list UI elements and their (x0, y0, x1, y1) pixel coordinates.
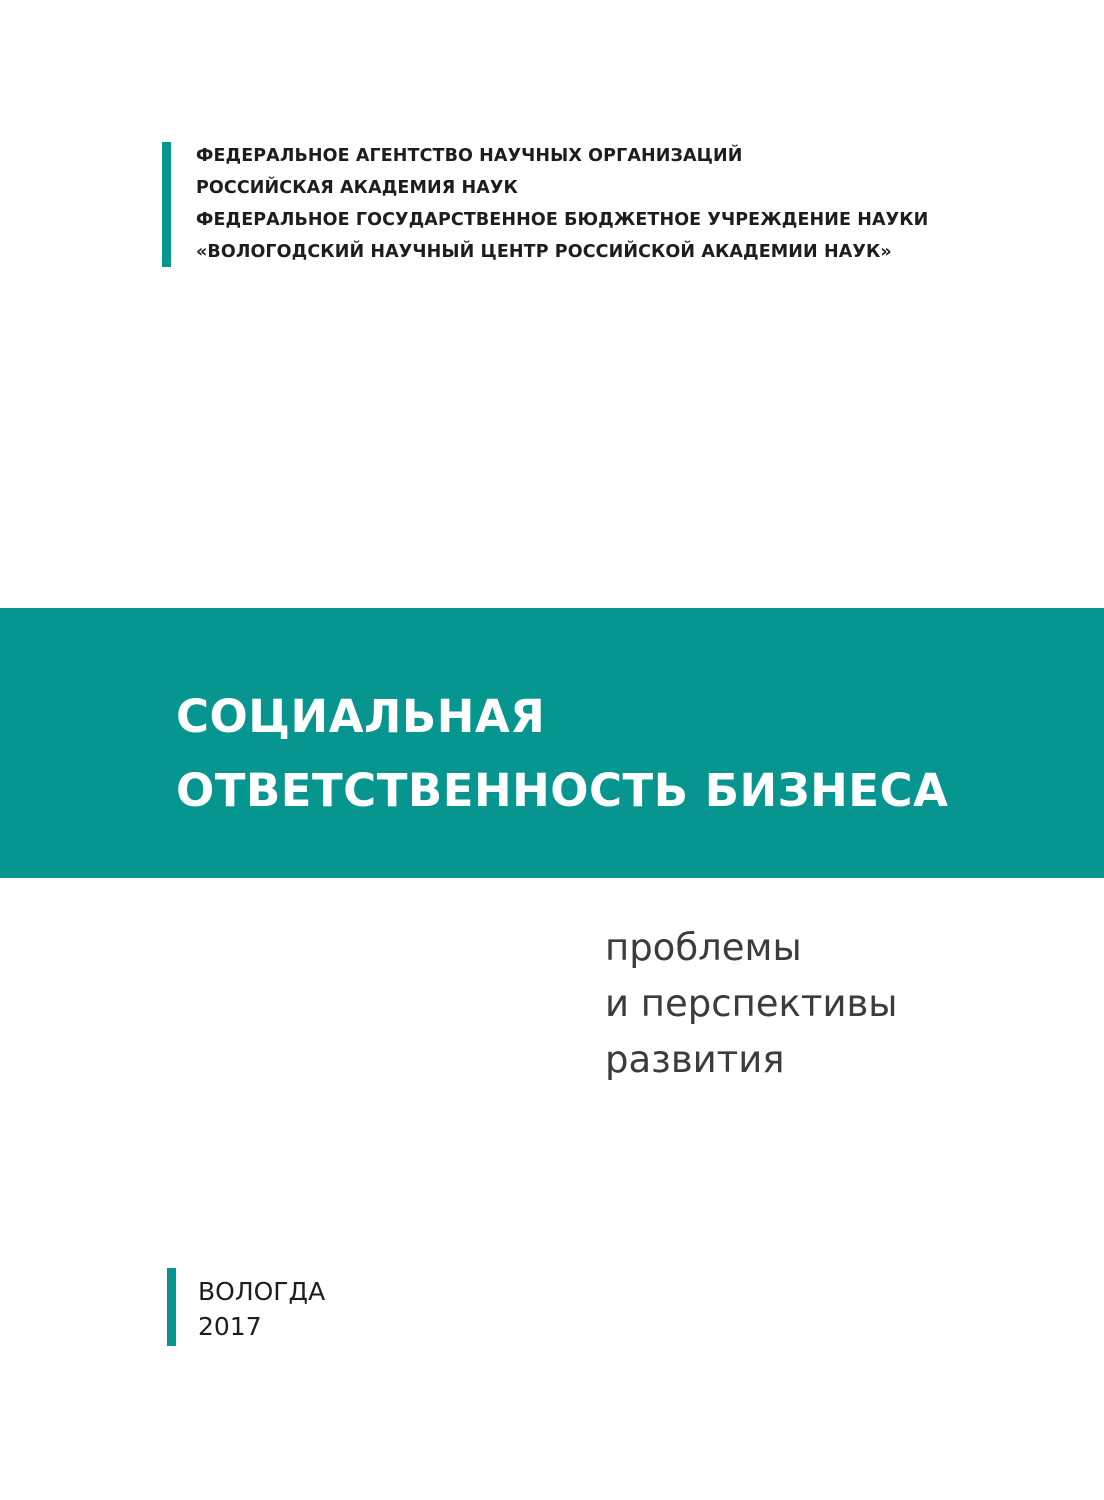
title-line-2: ОТВЕТСТВЕННОСТЬ БИЗНЕСА (176, 764, 949, 817)
publisher-line-academy: РОССИЙСКАЯ АКАДЕМИЯ НАУК (196, 178, 518, 198)
imprint-block (167, 1268, 427, 1348)
book-subtitle (605, 920, 898, 1088)
publisher-lines (196, 140, 928, 268)
publisher-line-agency: ФЕДЕРАЛЬНОЕ АГЕНТСТВО НАУЧНЫХ ОРГАНИЗАЦИЙ (196, 146, 743, 166)
imprint-lines (198, 1274, 325, 1344)
imprint-city: ВОЛОГДА (198, 1277, 326, 1306)
title-band (0, 608, 1104, 878)
imprint-year: 2017 (198, 1312, 262, 1341)
subtitle-line-2: и перспективы (605, 982, 898, 1025)
accent-bar (167, 1268, 176, 1346)
publisher-line-center: «ВОЛОГОДСКИЙ НАУЧНЫЙ ЦЕНТР РОССИЙСКОЙ АКАДЕМИИ НАУК» (196, 242, 892, 262)
publisher-block (162, 140, 962, 268)
subtitle-line-1: проблемы (605, 926, 802, 969)
book-title (176, 680, 948, 828)
publisher-line-institution: ФЕДЕРАЛЬНОЕ ГОСУДАРСТВЕННОЕ БЮДЖЕТНОЕ УЧРЕЖДЕНИЕ НАУКИ (196, 210, 929, 230)
subtitle-line-3: развития (605, 1038, 785, 1081)
title-line-1: СОЦИАЛЬНАЯ (176, 690, 546, 743)
accent-bar (162, 142, 171, 267)
